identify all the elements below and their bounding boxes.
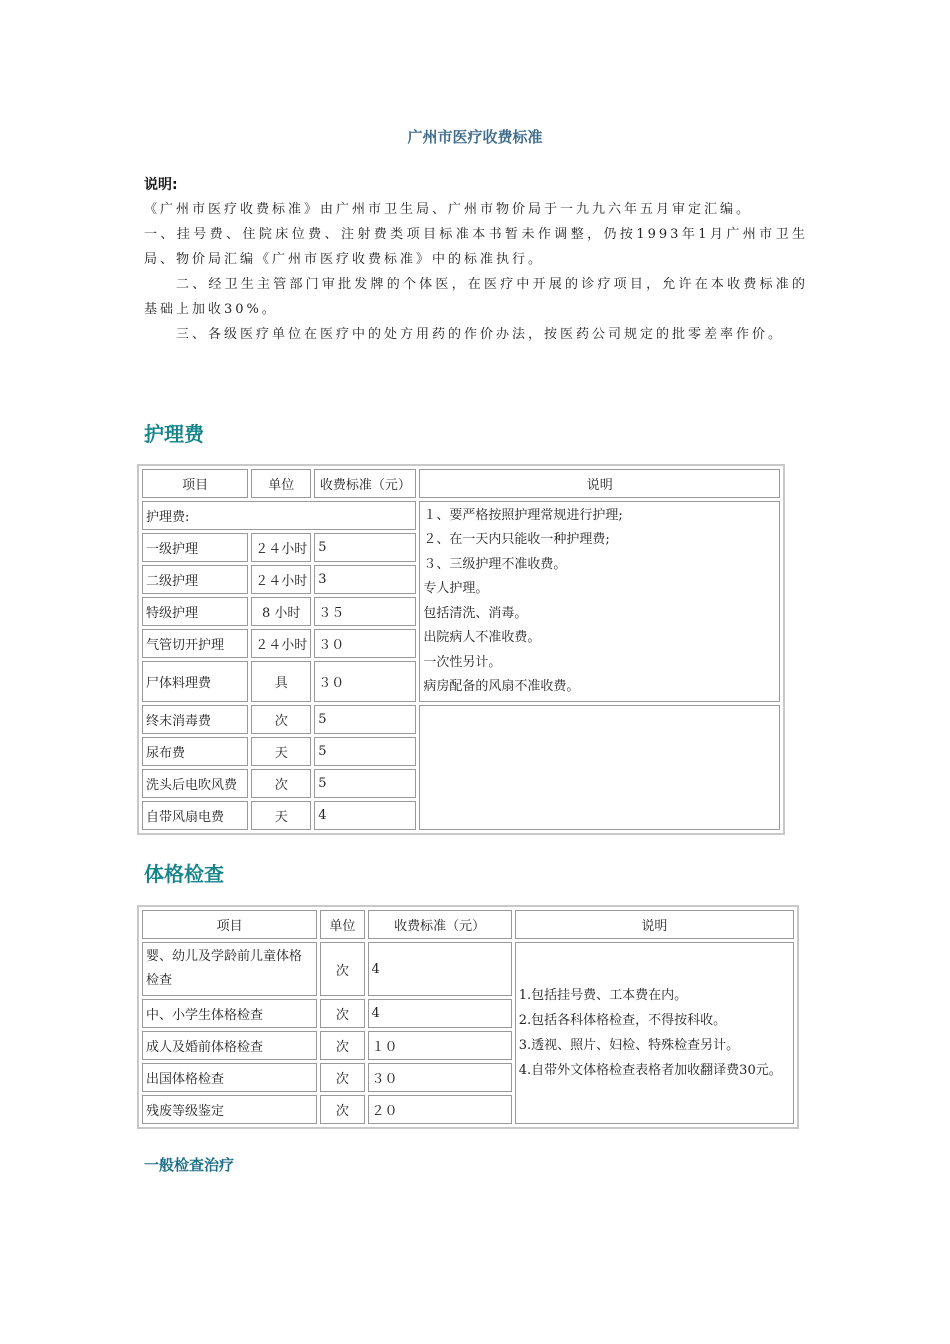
page-title: 广州市医疗收费标准 bbox=[407, 128, 543, 146]
note-line: ３、三级护理不准收费。 bbox=[423, 556, 567, 572]
header-unit: 单位 bbox=[320, 910, 364, 939]
cell-item: 气管切开护理 bbox=[142, 629, 248, 658]
note-line: 出院病人不准收费。 bbox=[423, 630, 541, 645]
cell-fee: ２０ bbox=[368, 1095, 512, 1124]
cell-item: 中、小学生体格检查 bbox=[142, 999, 317, 1028]
cell-fee: ３０ bbox=[368, 1063, 512, 1092]
cell-fee: ３５ bbox=[314, 597, 416, 626]
cell-fee: 5 bbox=[314, 737, 416, 766]
note-line: 病房配备的风扇不准收费。 bbox=[423, 679, 580, 694]
cell-fee: 5 bbox=[314, 705, 416, 734]
physical-exam-table bbox=[137, 905, 799, 1129]
note-line: 专人护理。 bbox=[423, 581, 489, 596]
note-line: ２、在一天内只能收一种护理费; bbox=[423, 532, 610, 547]
cell-item: 成人及婚前体格检查 bbox=[142, 1031, 317, 1060]
section-title-physical: 体格检查 bbox=[144, 862, 224, 886]
cell-unit: ２４小时 bbox=[251, 533, 311, 562]
nursing-notes bbox=[419, 501, 780, 702]
header-fee: 收费标准（元） bbox=[368, 910, 512, 939]
cell-item: 洗头后电吹风费 bbox=[142, 769, 248, 798]
intro-text bbox=[144, 197, 808, 347]
cell-unit: 8 小时 bbox=[251, 597, 311, 626]
cell-item: 一级护理 bbox=[142, 533, 248, 562]
intro-paragraph: 三、各级医疗单位在医疗中的处方用药的作价办法，按医药公司规定的批零差率作价。 bbox=[176, 327, 785, 342]
table-row bbox=[142, 705, 780, 734]
header-fee: 收费标准（元） bbox=[314, 469, 416, 498]
intro-paragraph: 一、挂号费、住院床位费、注射费类项目标准本书暂未作调整，仍按1993年1月广州市卫生局、物价局汇编《广州市医疗收费标准》中的标准执行。 bbox=[144, 227, 808, 267]
header-note: 说明 bbox=[419, 469, 780, 498]
header-note: 说明 bbox=[515, 910, 794, 939]
cell-unit: ２４小时 bbox=[251, 565, 311, 594]
cell-fee: 4 bbox=[368, 999, 512, 1028]
cell-unit: 次 bbox=[320, 1095, 364, 1124]
cell-item: 自带风扇电费 bbox=[142, 801, 248, 830]
cell-fee: ３０ bbox=[314, 661, 416, 702]
cell-item: 残废等级鉴定 bbox=[142, 1095, 317, 1124]
note-line: 3.透视、照片、妇检、特殊检查另计。 bbox=[518, 1038, 740, 1053]
cell-item: 出国体格检查 bbox=[142, 1063, 317, 1092]
note-line: １、要严格按照护理常规进行护理; bbox=[423, 507, 623, 523]
cell-unit: 次 bbox=[320, 999, 364, 1028]
header-item: 项目 bbox=[142, 910, 317, 939]
cell-unit: 次 bbox=[320, 1031, 364, 1060]
cell-fee: 5 bbox=[314, 769, 416, 798]
header-unit: 单位 bbox=[251, 469, 311, 498]
cell-unit: 天 bbox=[251, 801, 311, 830]
cell-item: 尿布费 bbox=[142, 737, 248, 766]
intro-paragraph: 二、经卫生主管部门审批发牌的个体医，在医疗中开展的诊疗项目，允许在本收费标准的基础上加收30%。 bbox=[144, 277, 808, 317]
intro-paragraph: 《广州市医疗收费标准》由广州市卫生局、广州市物价局于一九九六年五月审定汇编。 bbox=[144, 202, 753, 217]
cell-unit: 次 bbox=[320, 942, 364, 996]
section-title-general: 一般检查治疗 bbox=[144, 1156, 235, 1174]
cell-item: 二级护理 bbox=[142, 565, 248, 594]
note-line: 一次性另计。 bbox=[423, 654, 502, 670]
cell-unit: 天 bbox=[251, 737, 311, 766]
cell-unit: 次 bbox=[251, 705, 311, 734]
cell-unit: 次 bbox=[320, 1063, 364, 1092]
cell-unit: 具 bbox=[251, 661, 311, 702]
section-title-nursing: 护理费 bbox=[144, 422, 204, 446]
cell-unit: 次 bbox=[251, 769, 311, 798]
cell-fee: ３０ bbox=[314, 629, 416, 658]
cell-item: 特级护理 bbox=[142, 597, 248, 626]
cell-item: 婴、幼儿及学龄前儿童体格检查 bbox=[142, 942, 317, 996]
cell-unit: ２４小时 bbox=[251, 629, 311, 658]
cell-item: 终末消毒费 bbox=[142, 705, 248, 734]
nursing-fee-table bbox=[137, 464, 785, 835]
cell-fee: １０ bbox=[368, 1031, 512, 1060]
note-line: 包括清洗、消毒。 bbox=[423, 605, 528, 621]
header-item: 项目 bbox=[142, 469, 248, 498]
note-line: 2.包括各科体格检查，不得按科收。 bbox=[518, 1013, 727, 1028]
cell-fee: 4 bbox=[314, 801, 416, 830]
table-row bbox=[142, 942, 794, 996]
cell-item: 尸体料理费 bbox=[142, 661, 248, 702]
physical-notes bbox=[515, 942, 794, 1124]
cell-fee: 3 bbox=[314, 565, 416, 594]
group-label: 护理费: bbox=[142, 501, 416, 530]
intro-heading: 说明: bbox=[144, 177, 178, 193]
cell-fee: 4 bbox=[368, 942, 512, 996]
empty-note-cell bbox=[419, 705, 780, 830]
note-line: 4.自带外文体格检查表格者加收翻译费30元。 bbox=[518, 1063, 782, 1078]
note-line: 1.包括挂号费、工本费在内。 bbox=[518, 988, 688, 1003]
cell-fee: 5 bbox=[314, 533, 416, 562]
